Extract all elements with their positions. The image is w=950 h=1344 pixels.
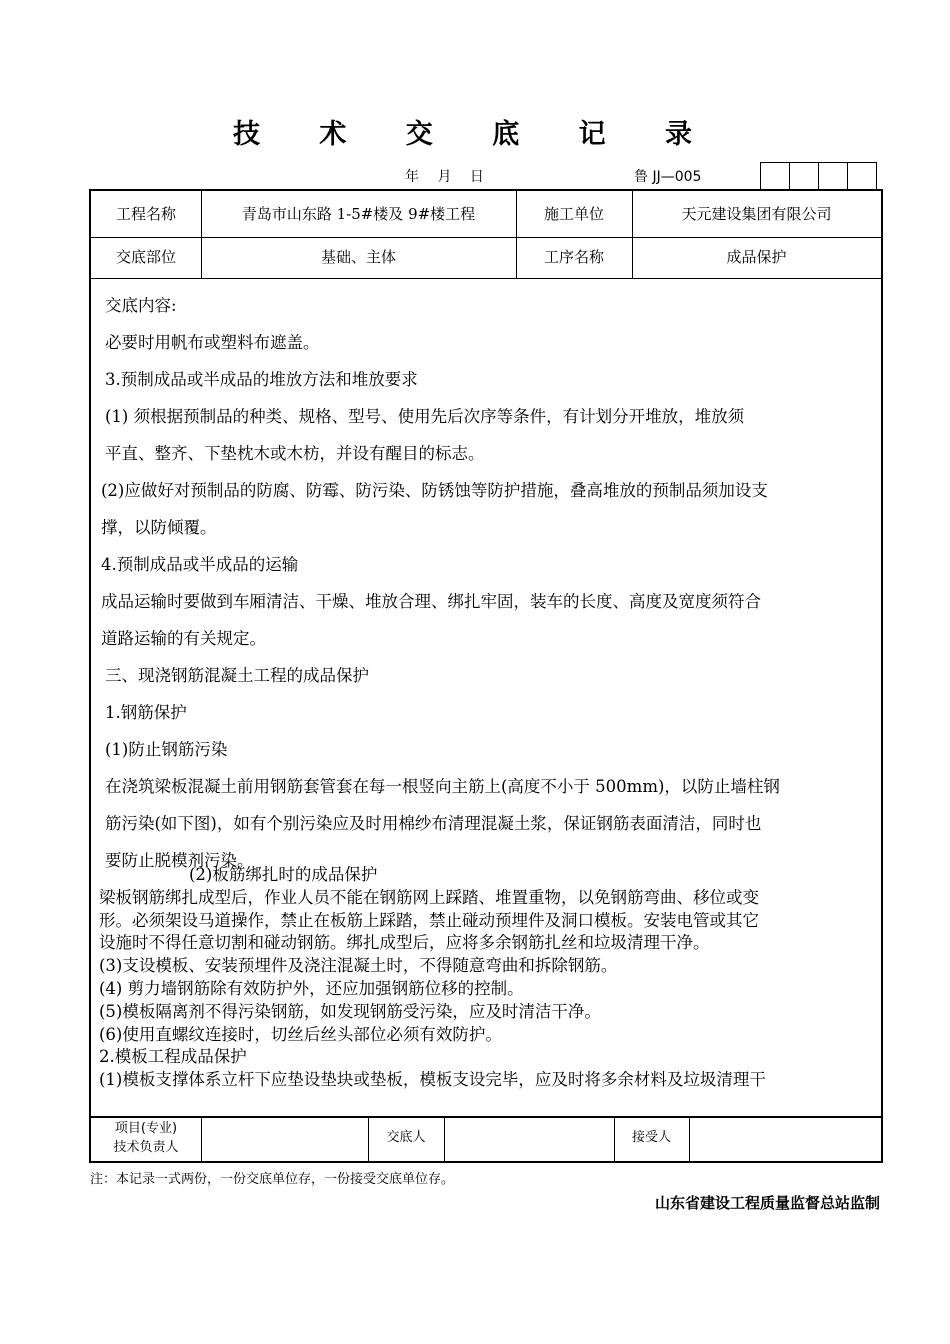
row-divider bbox=[91, 1116, 881, 1118]
record-table bbox=[89, 189, 883, 1163]
content-line: 3.预制成品或半成品的堆放方法和堆放要求 bbox=[105, 370, 418, 389]
date-line: 年 月 日 bbox=[405, 169, 484, 185]
part-value: 基础、主体 bbox=[320, 248, 396, 266]
content-line: 1.钢筋保护 bbox=[105, 703, 187, 722]
content-line: (6)使用直螺纹连接时，切丝后丝头部位必须有效防护。 bbox=[99, 1024, 502, 1044]
number-boxes bbox=[761, 162, 877, 191]
content-line: 撑，以防倾覆。 bbox=[101, 518, 217, 537]
receiver-label: 接受人 bbox=[631, 1130, 671, 1145]
content-line: (1)模板支撑体系立杆下应垫设垫块或垫板，模板支设完毕，应及时将多余材料及垃圾清理干 bbox=[99, 1070, 766, 1090]
project-name-label: 工程名称 bbox=[115, 205, 176, 223]
content-line: 必要时用帆布或塑料布遮盖。 bbox=[105, 333, 320, 352]
tech-lead-label-line1: 项目(专业) bbox=[114, 1121, 178, 1136]
content-line: 成品运输时要做到车厢清洁、干燥、堆放合理、绑扎牢固，装车的长度、高度及宽度须符合 bbox=[101, 592, 761, 611]
footnote: 注：本记录一式两份，一份交底单位存，一份接受交底单位存。 bbox=[90, 1172, 455, 1187]
content-line: (2)板筋绑扎时的成品保护 bbox=[189, 865, 378, 884]
tech-lead-label bbox=[91, 1119, 201, 1157]
content-line: 筋污染(如下图)，如有个别污染应及时用棉纱布清理混凝土浆，保证钢筋表面清洁，同时也 bbox=[105, 814, 762, 833]
document-title: 技 术 交 底 记 录 bbox=[233, 119, 717, 150]
contractor-label: 施工单位 bbox=[543, 205, 604, 223]
col-divider bbox=[444, 1116, 445, 1161]
content-line: (1)防止钢筋污染 bbox=[105, 740, 228, 759]
content-line: 设施时不得任意切割和碰动钢筋。绑扎成型后，应将多余钢筋扎丝和垃圾清理干净。 bbox=[99, 933, 710, 953]
col-divider bbox=[201, 1116, 202, 1161]
content-line: 要防止脱模剂污染。 bbox=[105, 851, 254, 870]
content-line: 2.模板工程成品保护 bbox=[99, 1047, 247, 1067]
content-line: 梁板钢筋绑扎成型后，作业人员不能在钢筋网上踩踏、堆置重物，以免钢筋弯曲、移位或变 bbox=[99, 887, 759, 907]
process-value: 成品保护 bbox=[726, 248, 787, 266]
content-line: (1) 须根据预制品的种类、规格、型号、使用先后次序等条件，有计划分开堆放，堆放须 bbox=[105, 407, 745, 426]
content-line: 道路运输的有关规定。 bbox=[101, 629, 266, 648]
number-box bbox=[789, 162, 819, 191]
row-divider bbox=[91, 278, 881, 279]
content-line: 在浇筑梁板混凝土前用钢筋套管套在每一根竖向主筋上(高度不小于 500mm)，以防止墙柱钢 bbox=[105, 777, 780, 796]
col-divider bbox=[689, 1116, 690, 1161]
content-line: 4.预制成品或半成品的运输 bbox=[101, 555, 299, 574]
form-code: 鲁 JJ—005 bbox=[634, 169, 702, 185]
number-box bbox=[760, 162, 790, 191]
content-line: (3)支设模板、安装预埋件及浇注混凝土时，不得随意弯曲和拆除钢筋。 bbox=[99, 956, 618, 976]
content-section-2 bbox=[99, 864, 873, 1092]
content-line: 形。必须架设马道操作，禁止在板筋上踩踏，禁止碰动预埋件及洞口模板。安装电管或其它 bbox=[99, 910, 759, 930]
content-line: (4) 剪力墙钢筋除有效防护外，还应加强钢筋位移的控制。 bbox=[99, 978, 524, 998]
content-line: 三、现浇钢筋混凝土工程的成品保护 bbox=[105, 666, 369, 685]
content-line: (2)应做好对预制品的防腐、防霉、防污染、防锈蚀等防护措施，叠高堆放的预制品须加设支 bbox=[101, 481, 768, 500]
content-label: 交底内容: bbox=[105, 296, 177, 315]
project-name-value: 青岛市山东路 1-5#楼及 9#楼工程 bbox=[241, 205, 476, 223]
contractor-value: 天元建设集团有限公司 bbox=[681, 205, 832, 223]
tech-lead-label-line2: 技术负责人 bbox=[113, 1140, 179, 1155]
content-line: (5)模板隔离剂不得污染钢筋，如发现钢筋受污染，应及时清洁干净。 bbox=[99, 1001, 601, 1021]
discloser-label: 交底人 bbox=[386, 1130, 426, 1145]
content-line: 平直、整齐、下垫枕木或木枋，并设有醒目的标志。 bbox=[105, 444, 485, 463]
number-box bbox=[818, 162, 848, 191]
number-box bbox=[847, 162, 877, 191]
process-label: 工序名称 bbox=[543, 248, 604, 266]
content-section bbox=[101, 287, 873, 879]
part-label: 交底部位 bbox=[115, 248, 176, 266]
row-divider bbox=[91, 237, 881, 238]
issuer: 山东省建设工程质量监督总站监制 bbox=[654, 1194, 880, 1212]
